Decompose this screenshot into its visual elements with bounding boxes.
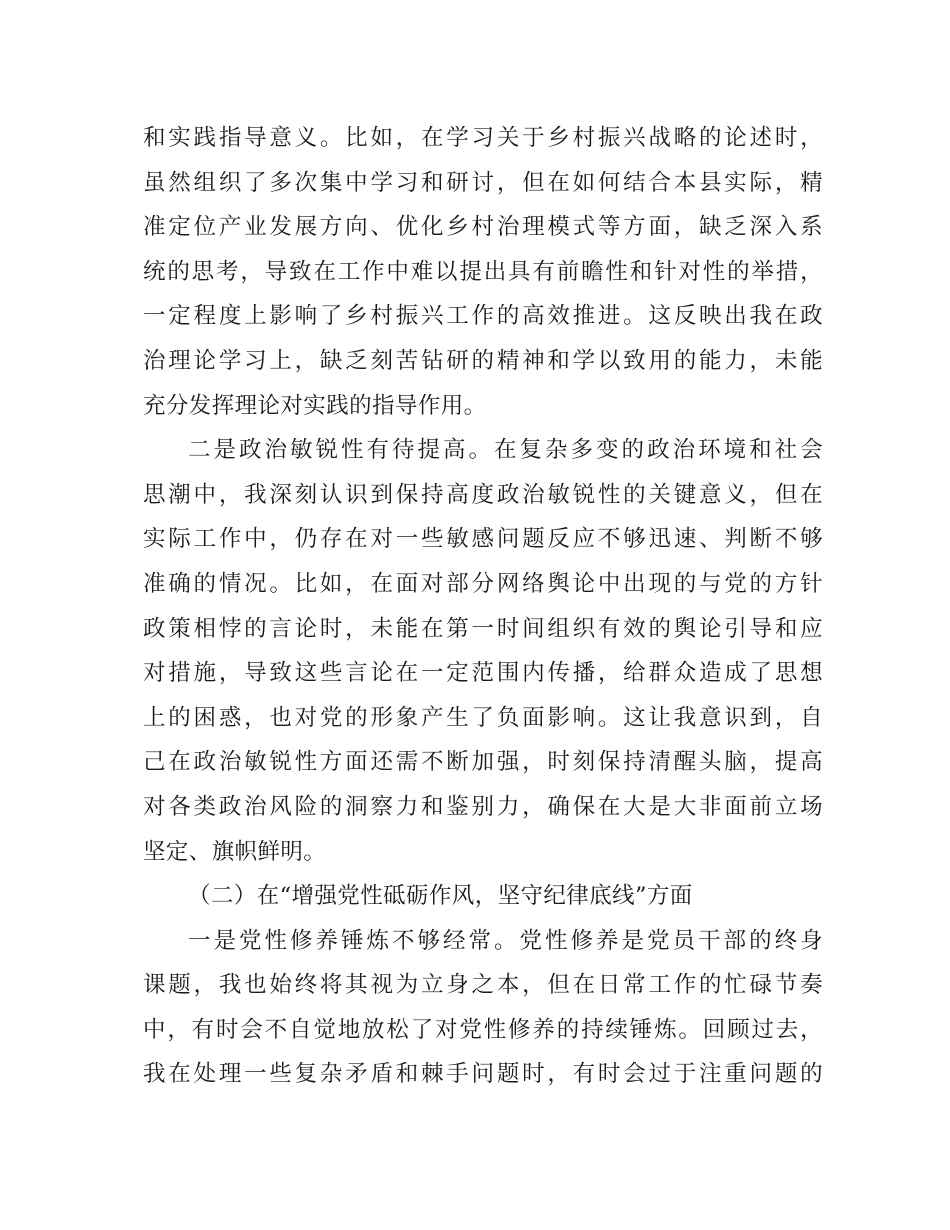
text-line: 政策相悖的言论时，未能在第一时间组织有效的舆论引导和应	[143, 615, 823, 642]
text-line: 对措施，导致这些言论在一定范围内传播，给群众造成了思想	[143, 660, 823, 687]
text-line: 课题，我也始终将其视为立身之本，但在日常工作的忙碌节奏	[143, 972, 823, 999]
text-line: 一定程度上影响了乡村振兴工作的高效推进。这反映出我在政	[143, 303, 823, 330]
text-line: 充分发挥理论对实践的指导作用。	[143, 392, 487, 419]
text-line: 中，有时会不自觉地放松了对党性修养的持续锤炼。回顾过去，	[143, 1016, 823, 1043]
text-line: 己在政治敏锐性方面还需不断加强，时刻保持清醒头脑，提高	[143, 749, 823, 776]
text-line: 和实践指导意义。比如，在学习关于乡村振兴战略的论述时，	[143, 125, 823, 151]
text-line: 准定位产业发展方向、优化乡村治理模式等方面，缺乏深入系	[143, 214, 823, 241]
section-heading: （二）在“增强党性砥砺作风，坚守纪律底线”方面	[188, 883, 693, 910]
text-line: 统的思考，导致在工作中难以提出具有前瞻性和针对性的举措，	[143, 258, 823, 285]
text-line: 实际工作中，仍存在对一些敏感问题反应不够迅速、判断不够	[143, 526, 823, 553]
text-line: 上的困惑，也对党的形象产生了负面影响。这让我意识到，自	[143, 704, 823, 731]
text-line: 思潮中，我深刻认识到保持高度政治敏锐性的关键意义，但在	[143, 481, 823, 508]
text-line: 治理论学习上，缺乏刻苦钻研的精神和学以致用的能力，未能	[143, 347, 823, 374]
text-line: 对各类政治风险的洞察力和鉴别力，确保在大是大非面前立场	[143, 793, 823, 820]
text-line: 准确的情况。比如，在面对部分网络舆论中出现的与党的方针	[143, 570, 823, 597]
text-line: 坚定、旗帜鲜明。	[143, 838, 327, 865]
text-line: 我在处理一些复杂矛盾和棘手问题时，有时会过于注重问题的	[143, 1061, 823, 1088]
paragraph-first-line: 一是党性修养锤炼不够经常。党性修养是党员干部的终身	[188, 927, 823, 954]
paragraph-first-line: 二是政治敏锐性有待提高。在复杂多变的政治环境和社会	[188, 437, 823, 464]
document-body	[143, 116, 823, 1097]
text-line: 虽然组织了多次集中学习和研讨，但在如何结合本县实际，精	[143, 169, 823, 196]
